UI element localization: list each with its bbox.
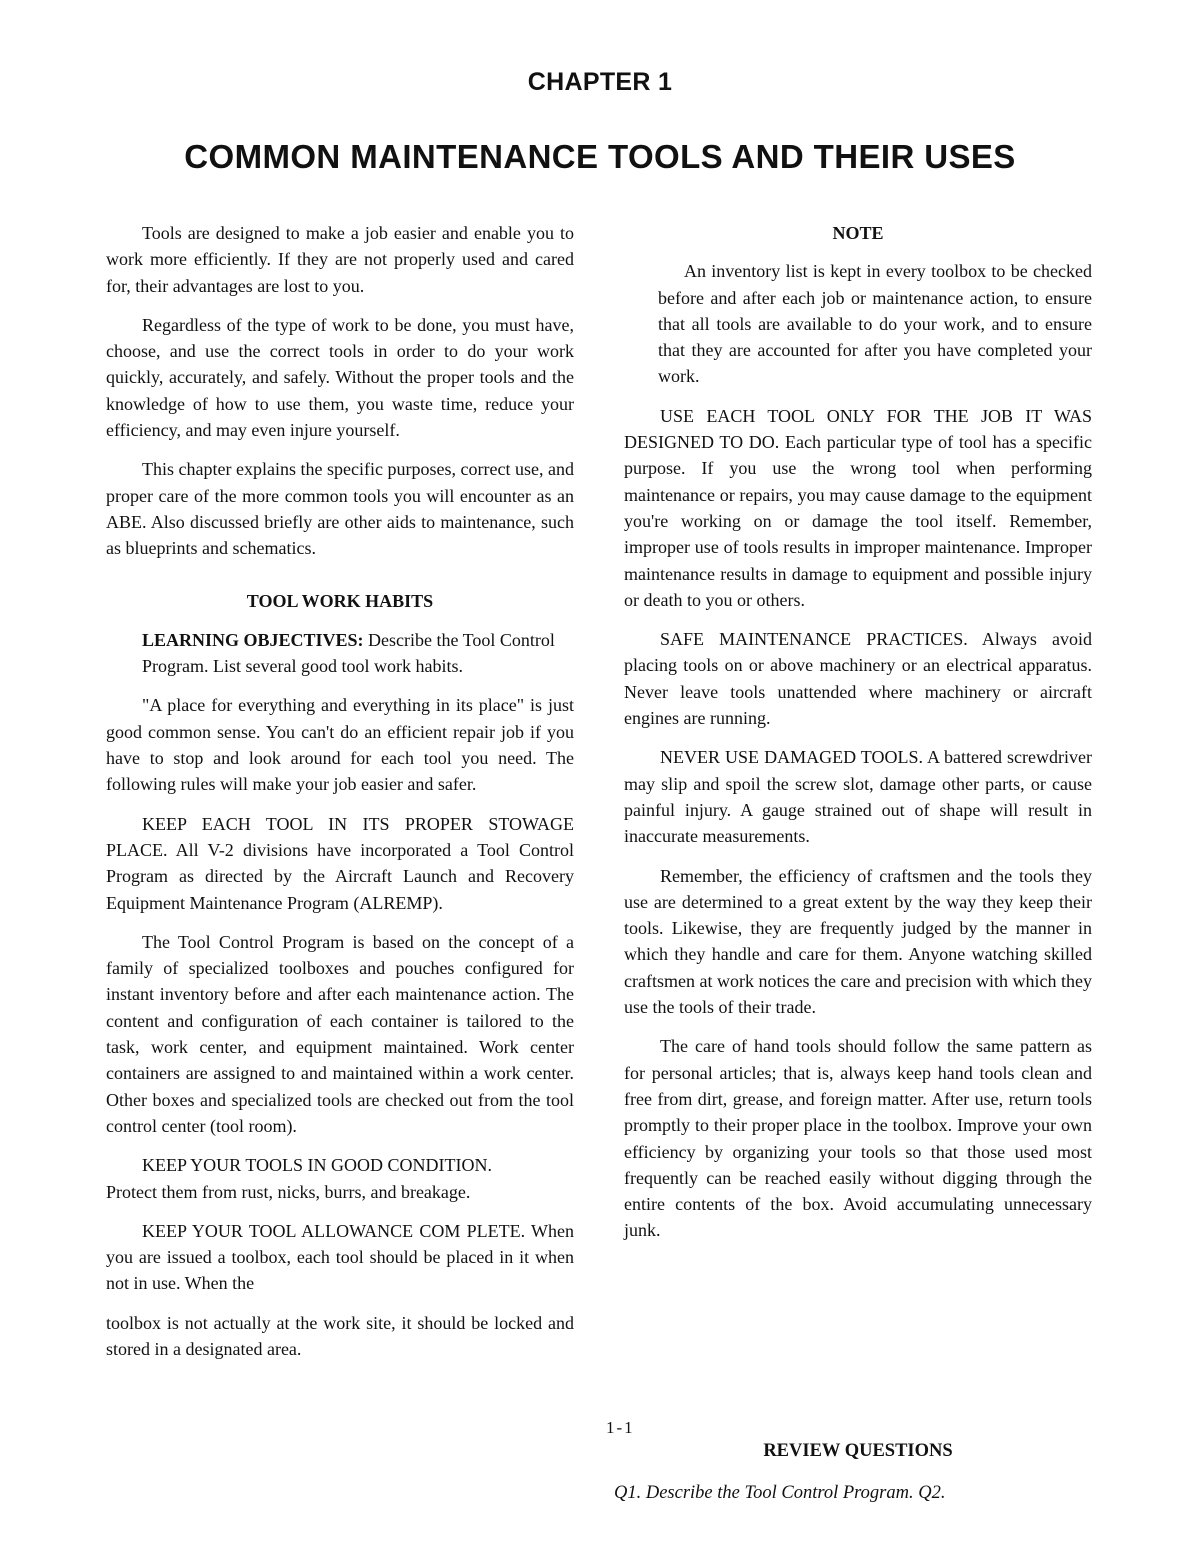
tool-control-program-paragraph: The Tool Control Program is based on the concept of a family of specialized toolboxes and pouches configured for instant inventory before and after each maintenance action. The content and configuration of each container is tailored to the task, work center, and equipment maintained. Work center containers are assigned to and maintained within a work center. Other boxes and specialized tools are checked out from the tool control center (tool room). bbox=[106, 931, 574, 1136]
good-condition-paragraph bbox=[106, 1152, 574, 1205]
review-questions-heading: REVIEW QUESTIONS bbox=[763, 1441, 953, 1461]
good-condition-line1: KEEP YOUR TOOLS IN GOOD CONDITION. bbox=[142, 1155, 492, 1176]
intro-paragraph: Tools are designed to make a job easier and enable you to work more efficiently. If they are not properly used and cared for, their advantages are lost to you. bbox=[106, 223, 574, 296]
damaged-tools-paragraph: NEVER USE DAMAGED TOOLS. A battered screwdriver may slip and spoil the screw slot, damage other parts, or cause painful injury. A gauge strained out of shape will result in inaccurate measurements. bbox=[624, 747, 1092, 847]
use-each-tool-paragraph: USE EACH TOOL ONLY FOR THE JOB IT WAS DESIGNED TO DO. Each particular type of tool has a specific purpose. If you use the wrong tool when performing maintenance or repairs, you may cause damage to the equipment you're working on or damage the tool itself. Remember, improper use of tools results in improper maintenance. Improper maintenance results in damage to equipment and possible injury or death to you or others. bbox=[624, 405, 1092, 610]
care-of-hand-tools-paragraph: The care of hand tools should follow the same pattern as for personal articles; that is, always keep hand tools clean and free from dirt, grease, and foreign matter. After use, return tools promptly to their proper place in the toolbox. Improve your own efficiency by organizing your tools so that those used most frequently can be reached easily without digging through the entire contents of the box. Avoid accumulating unnecessary junk. bbox=[624, 1036, 1092, 1241]
allowance-paragraph: KEEP YOUR TOOL ALLOWANCE COM PLETE. When you are issued a toolbox, each tool should be placed in it when not in use. When the bbox=[106, 1220, 574, 1294]
allowance-paragraph-tail: toolbox is not actually at the work site, it should be locked and stored in a designated area. bbox=[106, 1312, 574, 1359]
note-heading: NOTE bbox=[832, 223, 884, 243]
right-column bbox=[624, 220, 1092, 1257]
chapter-label: CHAPTER 1 bbox=[527, 68, 673, 96]
section-heading: TOOL WORK HABITS bbox=[246, 590, 434, 611]
place-for-everything-paragraph: "A place for everything and everything in its place" is just good common sense. You can't do an efficient repair job if you have to stop and look around for each tool you need. The following rules will make your job easier and safer. bbox=[106, 695, 574, 795]
objectives-label: LEARNING OBJECTIVES: bbox=[142, 629, 364, 650]
review-question: Q1. Describe the Tool Control Program. Q2. bbox=[614, 1483, 946, 1503]
page-title: COMMON MAINTENANCE TOOLS AND THEIR USES bbox=[184, 138, 1016, 175]
safe-practices-paragraph: SAFE MAINTENANCE PRACTICES. Always avoid placing tools on or above machinery or an electrical apparatus. Never leave tools unattended where machinery or aircraft engines are running. bbox=[624, 629, 1092, 729]
craftsmen-paragraph: Remember, the efficiency of craftsmen and the tools they use are determined to a great extent by the way they keep their tools. Likewise, they are frequently judged by the manner in which they handle and care for them. Anyone watching skilled craftsmen at work notices the care and precision with which they use the tools of their trade. bbox=[624, 865, 1092, 1018]
page-number: 1-1 bbox=[606, 1418, 635, 1437]
note-text: An inventory list is kept in every toolbox to be checked before and after each job or maintenance action, to ensure that all tools are available to do your work, and to ensure that they are accounted for after you have completed your work. bbox=[658, 261, 1092, 387]
chapter-explains-paragraph: This chapter explains the specific purposes, correct use, and proper care of the more common tools you will encounter as an ABE. Also discussed briefly are other aids to maintenance, such as blueprints and schematics. bbox=[106, 459, 574, 559]
regardless-paragraph: Regardless of the type of work to be done, you must have, choose, and use the correct tools in order to do your work quickly, accurately, and safely. Without the proper tools and the knowledge of how to use them, you waste time, reduce your efficiency, and may even injure yourself. bbox=[106, 314, 574, 441]
stowage-paragraph: KEEP EACH TOOL IN ITS PROPER STOWAGE PLACE. All V-2 divisions have incorporated a Tool Control Program as directed by the Aircraft Launch and Recovery Equipment Maintenance Program (ALREMP). bbox=[106, 813, 574, 913]
learning-objectives bbox=[142, 627, 574, 680]
objectives-text: Describe the Tool Control Program. List several good tool work habits. bbox=[142, 629, 555, 677]
left-column bbox=[106, 220, 574, 1375]
good-condition-line2: Protect them from rust, nicks, burrs, and breakage. bbox=[106, 1181, 471, 1202]
